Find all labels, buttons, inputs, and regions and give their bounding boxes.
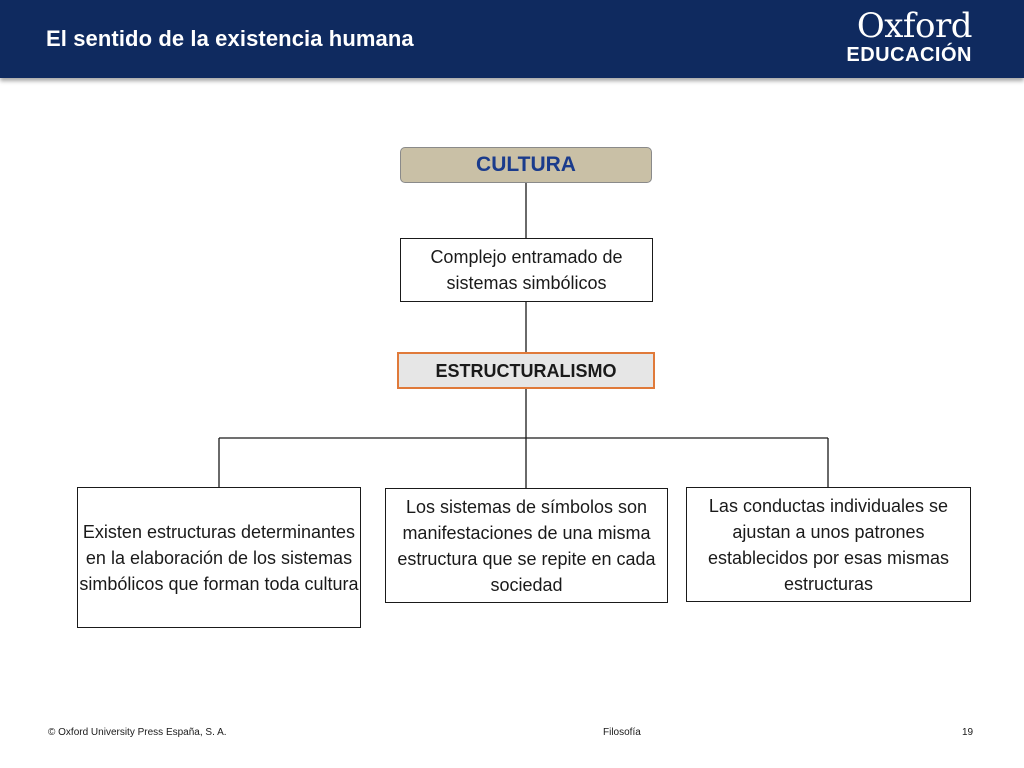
footer-page-number: 19 (962, 727, 974, 738)
oxford-logo-subtitle: EDUCACIÓN (846, 44, 972, 66)
slide-title: El sentido de la existencia humana (46, 26, 414, 51)
node-point-left: Existen estructuras determinantes en la elaboración de los sistemas simbólicos que forman toda cultura (77, 487, 361, 628)
node-definition: Complejo entramado de sistemas simbólicos (400, 238, 653, 302)
footer-subject: Filosofía (603, 727, 641, 738)
oxford-logo-wordmark: Oxford (856, 6, 972, 46)
node-estructuralismo: ESTRUCTURALISMO (397, 352, 655, 389)
node-cultura: CULTURA (400, 147, 652, 183)
node-point-center: Los sistemas de símbolos son manifestaciones de una misma estructura que se repite en cada sociedad (385, 488, 668, 603)
footer-copyright: © Oxford University Press España, S. A. (48, 727, 227, 738)
node-point-right: Las conductas individuales se ajustan a unos patrones establecidos por esas mismas estructuras (686, 487, 971, 602)
